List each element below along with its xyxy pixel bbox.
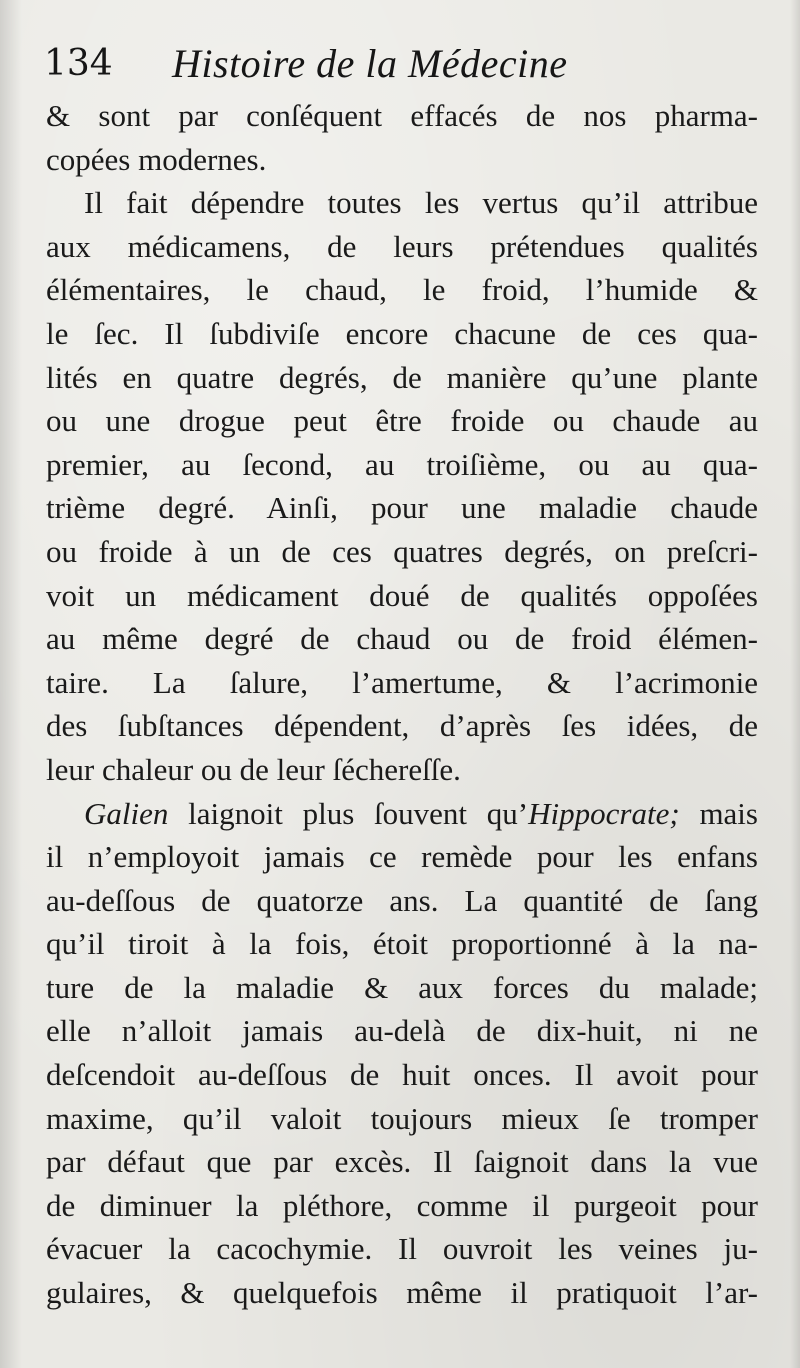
text-body — [46, 94, 758, 1315]
text-line: Il fait dépendre toutes les vertus qu’il attribue — [84, 185, 758, 221]
text-line: au même degré de chaud ou de froid élémen- — [46, 621, 758, 657]
text-line: elle n’alloit jamais au-delà de dix-huit, ni ne — [46, 1013, 758, 1049]
text-line: de diminuer la pléthore, comme il purgeoit pour — [46, 1187, 758, 1223]
text-line: deſcendoit au-deſſous de huit onces. Il avoit pour — [46, 1057, 758, 1093]
text-line: ou froide à un de ces quatres degrés, on preſcri- — [46, 533, 758, 569]
text-line: le ſec. Il ſubdiviſe encore chacune de ces qua- — [46, 315, 758, 351]
text-line: trième degré. Ainſi, pour une maladie chaude — [46, 490, 758, 526]
text-line: des ſubſtances dépendent, d’après ſes idées, de — [46, 708, 758, 744]
text-line: taire. La ſalure, l’amertume, & l’acrimonie — [46, 664, 758, 700]
text-line: ou une drogue peut être froide ou chaude au — [46, 403, 758, 439]
page-number: 134 — [44, 43, 113, 84]
person-name-galien: Galien — [84, 795, 169, 831]
text-line: leur chaleur ou de leur ſéchereſſe. — [46, 751, 461, 787]
text-line: voit un médicament doué de qualités oppoſées — [46, 577, 758, 613]
text-line: par défaut que par excès. Il ſaignoit dans la vue — [46, 1144, 758, 1180]
text-line: évacuer la cacochymie. Il ouvroit les veines ju- — [46, 1231, 758, 1267]
text-line: au-deſſous de quatorze ans. La quantité de ſang — [46, 882, 758, 918]
text-line: copées modernes. — [46, 141, 267, 177]
text-line: premier, au ſecond, au troiſième, ou au qua- — [46, 446, 758, 482]
text-line-galien — [46, 792, 758, 836]
text-line: élémentaires, le chaud, le froid, l’humide & — [46, 272, 758, 308]
text-line: gulaires, & quelquefois même il pratiquoit l’ar- — [46, 1275, 758, 1311]
text-fragment: laignoit plus ſouvent qu’ — [188, 795, 529, 831]
text-line: il n’employoit jamais ce remède pour les enfans — [46, 839, 758, 875]
text-line: & sont par conſéquent effacés de nos pharma- — [46, 98, 758, 133]
text-line: maxime, qu’il valoit toujours mieux ſe tromper — [46, 1100, 758, 1136]
text-line: lités en quatre degrés, de manière qu’une plante — [46, 359, 758, 395]
text-line: ture de la maladie & aux forces du malade; — [46, 969, 758, 1005]
person-name-hippocrate: Hippocrate; — [528, 795, 680, 831]
page-header — [44, 42, 764, 94]
text-line: aux médicamens, de leurs prétendues qualités — [46, 228, 758, 264]
text-line: qu’il tiroit à la fois, étoit proportionné à la na- — [46, 926, 758, 962]
text-fragment: mais — [699, 795, 758, 831]
running-title: Histoire de la Médecine — [172, 41, 568, 86]
